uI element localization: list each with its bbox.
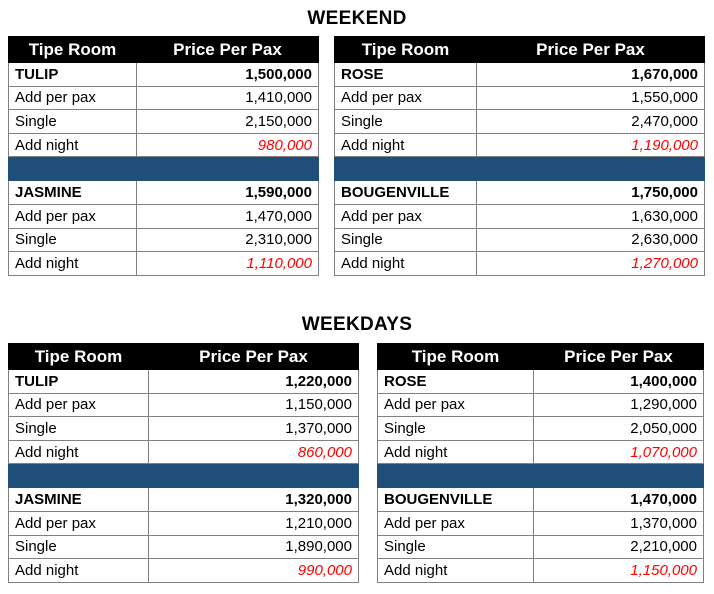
table-row (378, 417, 704, 441)
table-row (335, 63, 705, 87)
add-night-value: 860,000 (149, 440, 359, 464)
weekend-title: WEEKEND (307, 8, 407, 29)
weekend-right-table (334, 36, 705, 276)
table-row (9, 559, 359, 583)
add-night-value: 1,070,000 (534, 440, 704, 464)
room-name: JASMINE (9, 488, 149, 512)
table-row (9, 393, 359, 417)
add-night-value: 980,000 (137, 133, 319, 157)
table-row (335, 228, 705, 252)
row-label: Add per pax (9, 86, 137, 110)
row-label: Add per pax (378, 393, 534, 417)
col-header-room: Tipe Room (335, 37, 477, 63)
table-row (9, 370, 359, 394)
row-label: Add per pax (335, 86, 477, 110)
room-name: JASMINE (9, 181, 137, 205)
room-name: BOUGENVILLE (335, 181, 477, 205)
separator-row (9, 157, 319, 181)
table-row (378, 370, 704, 394)
row-label: Single (9, 228, 137, 252)
row-label: Add night (9, 440, 149, 464)
row-value: 2,050,000 (534, 417, 704, 441)
add-night-value: 1,270,000 (477, 252, 705, 276)
row-label: Single (9, 417, 149, 441)
table-header (378, 344, 704, 370)
row-value: 2,630,000 (477, 228, 705, 252)
col-header-price: Price Per Pax (149, 344, 359, 370)
room-price: 1,470,000 (534, 488, 704, 512)
room-price: 1,500,000 (137, 63, 319, 87)
col-header-price: Price Per Pax (477, 37, 705, 63)
table-row (378, 488, 704, 512)
row-label: Add night (9, 252, 137, 276)
table-row (9, 133, 319, 157)
col-header-price: Price Per Pax (534, 344, 704, 370)
table-row (335, 110, 705, 134)
row-value: 2,310,000 (137, 228, 319, 252)
table-row (335, 86, 705, 110)
room-name: TULIP (9, 63, 137, 87)
row-label: Add night (9, 133, 137, 157)
row-value: 2,210,000 (534, 535, 704, 559)
row-value: 1,370,000 (149, 417, 359, 441)
add-night-value: 1,110,000 (137, 252, 319, 276)
table-row (378, 535, 704, 559)
col-header-room: Tipe Room (378, 344, 534, 370)
room-price: 1,590,000 (137, 181, 319, 205)
table-row (9, 204, 319, 228)
table-row (9, 181, 319, 205)
row-value: 2,470,000 (477, 110, 705, 134)
weekdays-right-table (377, 343, 704, 583)
row-label: Single (378, 535, 534, 559)
table-row (335, 204, 705, 228)
row-label: Add per pax (9, 204, 137, 228)
col-header-room: Tipe Room (9, 37, 137, 63)
room-name: BOUGENVILLE (378, 488, 534, 512)
col-header-room: Tipe Room (9, 344, 149, 370)
row-label: Single (9, 535, 149, 559)
table-row (378, 440, 704, 464)
row-label: Add night (335, 133, 477, 157)
row-label: Single (378, 417, 534, 441)
row-label: Add night (9, 559, 149, 583)
weekdays-left-table (8, 343, 359, 583)
row-label: Single (335, 110, 477, 134)
row-label: Single (9, 110, 137, 134)
table-row (9, 417, 359, 441)
row-label: Add per pax (335, 204, 477, 228)
separator-row (378, 464, 704, 488)
table-row (335, 252, 705, 276)
room-price: 1,670,000 (477, 63, 705, 87)
room-price: 1,400,000 (534, 370, 704, 394)
table-header (9, 37, 319, 63)
row-value: 1,470,000 (137, 204, 319, 228)
col-header-price: Price Per Pax (137, 37, 319, 63)
room-name: ROSE (335, 63, 477, 87)
room-price: 1,220,000 (149, 370, 359, 394)
weekdays-title: WEEKDAYS (301, 314, 413, 335)
row-label: Add per pax (9, 393, 149, 417)
row-label: Single (335, 228, 477, 252)
table-row (9, 63, 319, 87)
add-night-value: 1,150,000 (534, 559, 704, 583)
table-row (378, 393, 704, 417)
table-row (378, 511, 704, 535)
table-row (9, 252, 319, 276)
row-value: 1,150,000 (149, 393, 359, 417)
row-value: 1,290,000 (534, 393, 704, 417)
row-label: Add night (335, 252, 477, 276)
separator-row (9, 464, 359, 488)
table-row (9, 511, 359, 535)
row-label: Add per pax (9, 511, 149, 535)
table-row (9, 86, 319, 110)
table-row (9, 488, 359, 512)
add-night-value: 1,190,000 (477, 133, 705, 157)
table-row (9, 535, 359, 559)
table-row (9, 110, 319, 134)
row-value: 2,150,000 (137, 110, 319, 134)
table-header (335, 37, 705, 63)
table-header (9, 344, 359, 370)
row-value: 1,890,000 (149, 535, 359, 559)
table-row (335, 181, 705, 205)
room-name: TULIP (9, 370, 149, 394)
table-row (378, 559, 704, 583)
room-name: ROSE (378, 370, 534, 394)
separator-row (335, 157, 705, 181)
row-label: Add night (378, 440, 534, 464)
table-row (9, 228, 319, 252)
row-value: 1,410,000 (137, 86, 319, 110)
add-night-value: 990,000 (149, 559, 359, 583)
row-label: Add per pax (378, 511, 534, 535)
room-price: 1,750,000 (477, 181, 705, 205)
row-value: 1,630,000 (477, 204, 705, 228)
table-row (335, 133, 705, 157)
table-row (9, 440, 359, 464)
row-value: 1,210,000 (149, 511, 359, 535)
room-price: 1,320,000 (149, 488, 359, 512)
row-value: 1,550,000 (477, 86, 705, 110)
row-label: Add night (378, 559, 534, 583)
row-value: 1,370,000 (534, 511, 704, 535)
weekend-left-table (8, 36, 319, 276)
